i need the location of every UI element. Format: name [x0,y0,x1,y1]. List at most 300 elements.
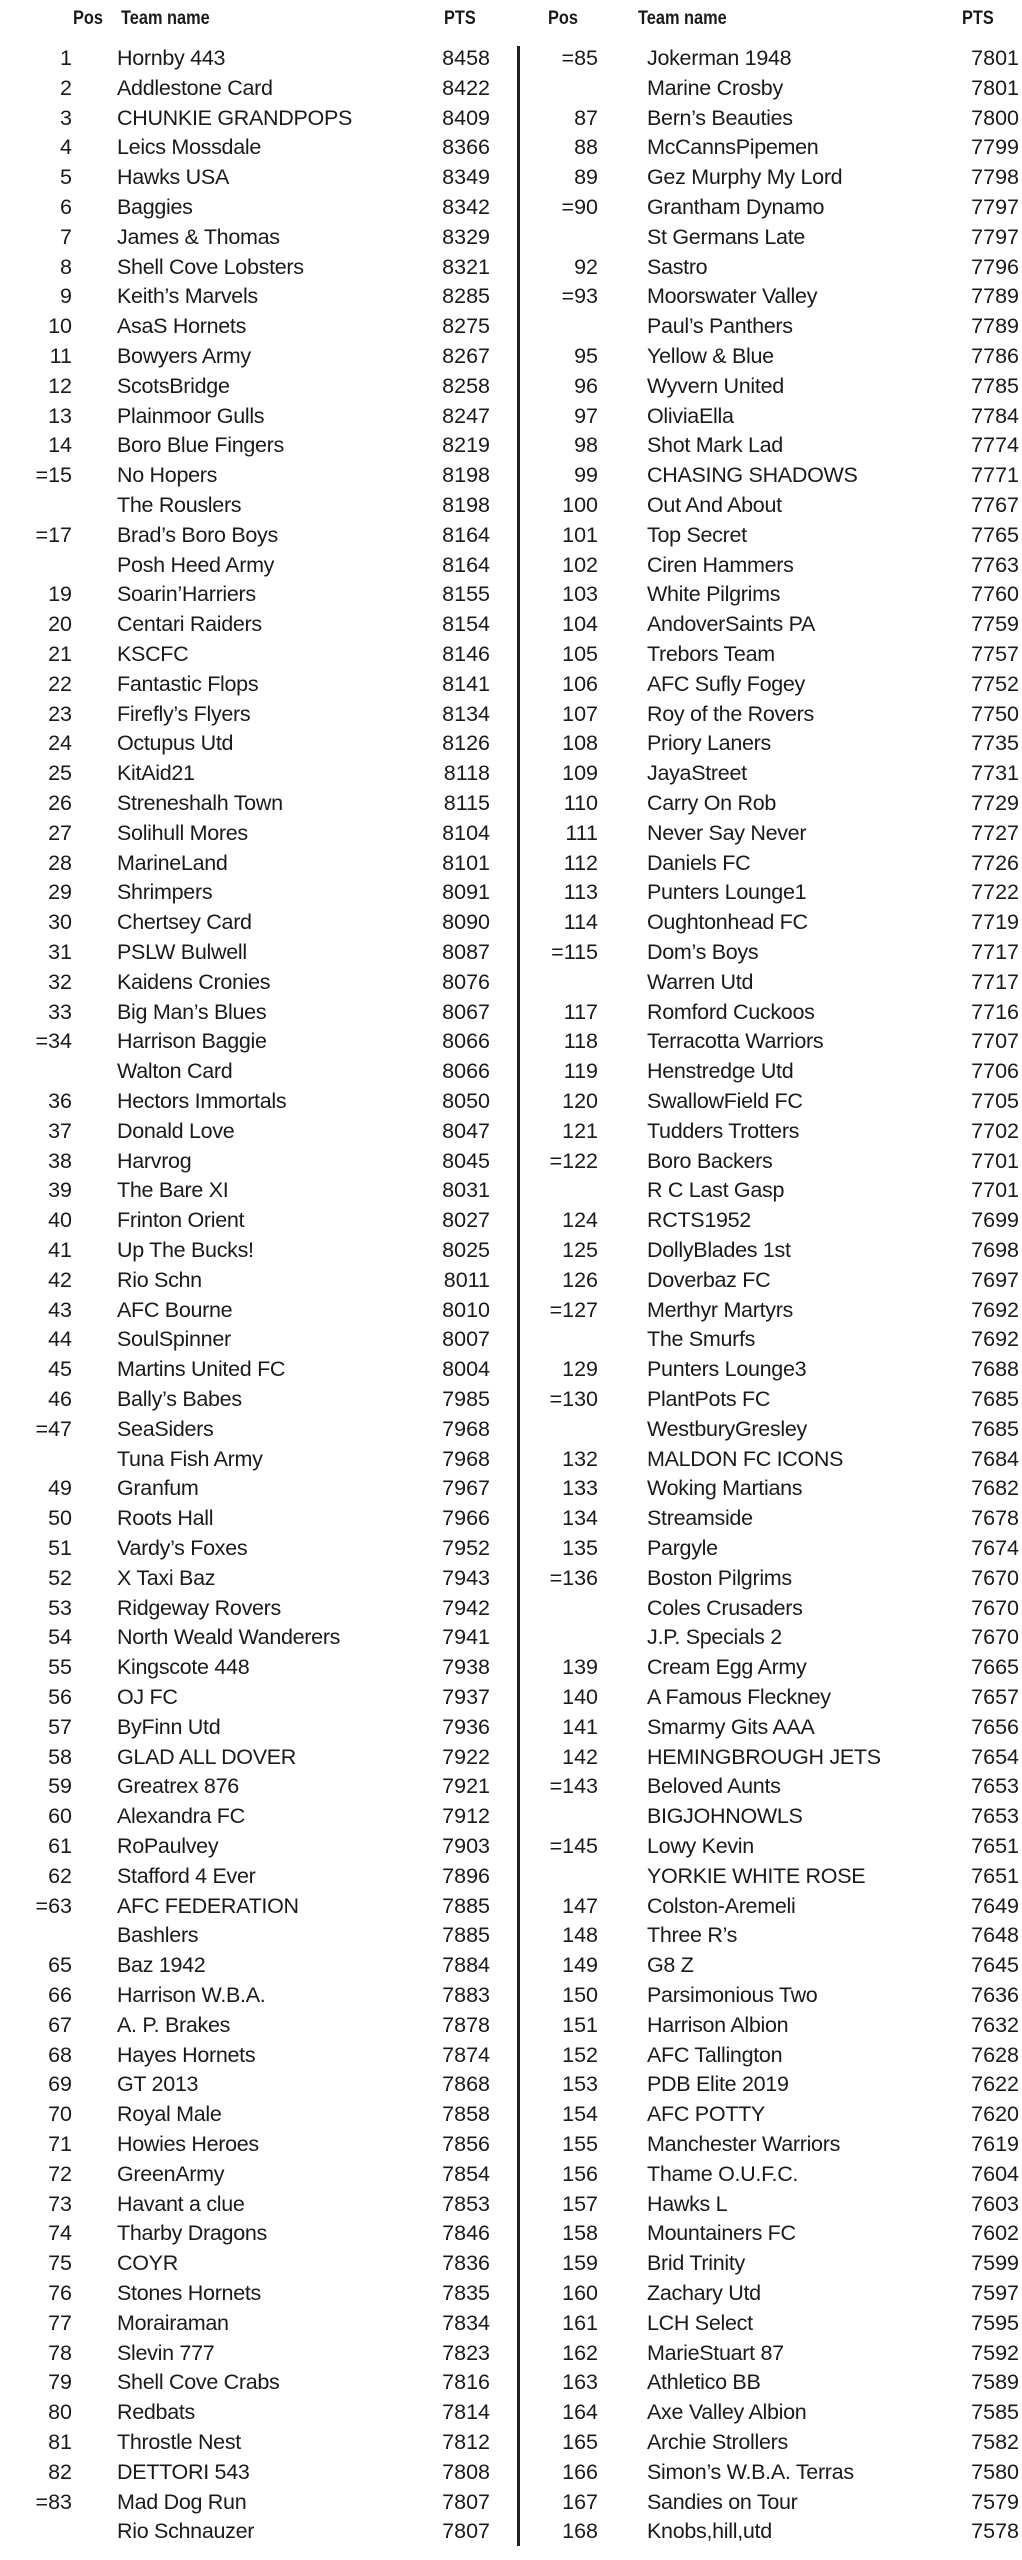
position-cell: 118 [563,1029,598,1054]
position-cell: 13 [48,403,72,428]
table-row [0,1504,500,1534]
team-name-cell: The Rouslers [117,493,242,517]
points-cell: 7941 [442,1625,490,1650]
team-name-cell: Morairaman [117,2310,229,2335]
points-cell: 7854 [442,2161,490,2186]
table-row [0,1385,500,1415]
team-name-cell: Gez Murphy My Lord [647,165,843,190]
team-name-cell: Manchester Warriors [647,2132,841,2156]
position-cell: 113 [563,880,598,905]
points-cell: 7722 [971,880,1019,905]
position-cell: 129 [562,1357,598,1382]
team-name-cell: ScotsBridge [117,373,230,398]
table-row [0,2100,500,2130]
points-cell: 7835 [442,2281,490,2305]
table-row [522,1504,1022,1534]
team-name-cell: Tuna Fish Army [117,1446,263,1471]
points-cell: 7884 [442,1953,490,1978]
position-cell: 7 [60,224,72,249]
table-row [0,1087,500,1117]
points-cell: 8091 [442,880,490,905]
table-row [0,2070,500,2100]
table-row [0,2011,500,2041]
points-cell: 7789 [971,314,1019,339]
points-cell: 7697 [971,1267,1019,1292]
position-cell: =34 [35,1029,72,1054]
team-name-cell: PSLW Bulwell [117,940,247,964]
team-name-cell: MarineLand [117,850,228,875]
points-cell: 7750 [971,701,1019,726]
table-row [522,1862,1022,1892]
position-cell: 103 [562,582,598,607]
team-name-cell: McCannsPipemen [647,135,819,160]
table-row [0,1534,500,1564]
position-cell: 100 [562,493,598,517]
points-cell: 7645 [971,1953,1019,1978]
table-row [522,1564,1022,1594]
position-cell: =63 [35,1893,72,1918]
position-cell: 5 [60,165,72,190]
table-row [0,1713,500,1743]
position-cell: 8 [60,254,72,279]
team-name-cell: Moorswater Valley [647,284,818,309]
table-row [0,551,500,581]
table-row [522,2517,1022,2547]
team-name-cell: X Taxi Baz [117,1565,216,1590]
header-pos: Pos [73,8,103,29]
points-cell: 7912 [442,1804,490,1829]
team-name-cell: Harrison Baggie [117,1029,267,1054]
table-row [0,849,500,879]
points-cell: 7836 [442,2251,490,2276]
team-name-cell: CHASING SHADOWS [647,463,858,488]
points-cell: 7688 [971,1357,1019,1382]
points-cell: 7903 [442,1834,490,1858]
team-name-cell: Axe Valley Albion [647,2400,807,2425]
position-cell: 33 [48,999,72,1024]
points-cell: 8275 [442,314,490,339]
team-name-cell: Boston Pilgrims [647,1565,792,1590]
points-cell: 7592 [971,2340,1019,2365]
position-cell: 165 [562,2430,598,2454]
team-name-cell: OJ FC [117,1685,178,1709]
position-cell: 30 [48,910,72,935]
position-cell: 4 [60,135,72,160]
table-row [0,163,500,193]
position-cell: =93 [561,284,598,309]
table-row [522,1474,1022,1504]
team-name-cell: Henstredge Utd [647,1059,794,1084]
table-row [522,104,1022,134]
team-name-cell: Octupus Utd [117,731,234,756]
position-cell: 69 [48,2072,72,2097]
points-cell: 8090 [442,910,490,935]
team-name-cell: CHUNKIE GRANDPOPS [117,105,353,130]
team-name-cell: Paul’s Panthers [647,314,793,339]
position-cell: 52 [48,1565,72,1590]
table-row [522,44,1022,74]
points-cell: 7674 [971,1536,1019,1560]
points-cell: 7657 [971,1685,1019,1709]
points-cell: 7628 [971,2042,1019,2067]
position-cell: 19 [48,582,72,607]
team-name-cell: PDB Elite 2019 [647,2072,789,2097]
position-cell: 140 [562,1685,598,1709]
team-name-cell: GLAD ALL DOVER [117,1744,297,1769]
table-row [0,670,500,700]
points-cell: 7698 [971,1238,1019,1262]
points-cell: 7701 [971,1148,1019,1173]
team-name-cell: AndoverSaints PA [647,612,816,637]
points-cell: 7599 [971,2251,1019,2276]
position-cell: 11 [49,344,72,368]
points-cell: 7878 [442,2012,490,2037]
points-cell: 7943 [442,1565,490,1590]
points-cell: 8285 [442,284,490,309]
table-row [522,670,1022,700]
position-cell: 65 [48,1953,72,1978]
team-name-cell: Merthyr Martyrs [647,1297,794,1322]
points-cell: 7785 [971,373,1019,398]
points-cell: 8198 [442,493,490,517]
team-name-cell: Baggies [117,195,193,219]
team-name-cell: Ciren Hammers [647,552,794,577]
table-row [0,1892,500,1922]
team-name-cell: Streamside [647,1506,753,1531]
position-cell: 49 [48,1476,72,1501]
team-name-cell: Mad Dog Run [117,2489,247,2514]
table-row [522,1206,1022,1236]
team-name-cell: Top Secret [647,522,747,547]
table-row [0,2398,500,2428]
points-cell: 7622 [971,2072,1019,2097]
points-cell: 8366 [442,135,490,160]
points-cell: 8146 [442,642,490,666]
position-cell: 139 [562,1655,598,1680]
position-cell: 72 [48,2161,72,2186]
position-cell: 81 [48,2430,72,2454]
team-name-cell: A. P. Brakes [117,2012,231,2037]
position-cell: =145 [549,1834,598,1858]
team-name-cell: Bashlers [117,1923,199,1948]
position-cell: 76 [48,2281,72,2305]
team-name-cell: Three R’s [647,1923,738,1948]
table-row [522,1743,1022,1773]
points-cell: 8154 [442,612,490,637]
points-cell: 7816 [442,2370,490,2395]
points-cell: 7595 [971,2310,1019,2335]
team-name-cell: YORKIE WHITE ROSE [647,1863,866,1888]
table-row [0,2309,500,2339]
points-cell: 7784 [971,403,1019,428]
position-cell: 133 [562,1476,598,1501]
points-cell: 8050 [442,1089,490,1113]
team-name-cell: Oughtonhead FC [647,910,808,935]
points-cell: 7717 [971,940,1019,964]
table-row [522,1981,1022,2011]
points-cell: 8027 [442,1208,490,1233]
points-cell: 7620 [971,2102,1019,2127]
team-name-cell: Leics Mossdale [117,135,261,160]
team-name-cell: Harrison W.B.A. [117,1983,266,2007]
table-row [0,1057,500,1087]
position-cell: 99 [574,463,598,488]
position-cell: 112 [563,850,598,875]
team-name-cell: Shell Cove Crabs [117,2370,280,2395]
points-cell: 8067 [442,999,490,1024]
table-row [0,789,500,819]
table-row [0,759,500,789]
position-cell: 77 [48,2310,72,2335]
table-row [522,2339,1022,2369]
table-row [0,282,500,312]
table-row [522,2011,1022,2041]
points-cell: 7685 [971,1387,1019,1411]
table-row [0,372,500,402]
points-cell: 7654 [971,1744,1019,1769]
position-cell: 160 [562,2281,598,2305]
position-cell: 12 [48,373,72,398]
points-cell: 7774 [971,433,1019,458]
table-row [0,1474,500,1504]
team-name-cell: Coles Crusaders [647,1595,803,1620]
team-name-cell: KSCFC [117,642,189,666]
team-name-cell: Bally’s Babes [117,1387,242,1411]
table-row [0,1743,500,1773]
position-cell: 153 [562,2072,598,2097]
team-name-cell: Martins United FC [117,1357,286,1382]
team-name-cell: Hawks L [647,2191,728,2216]
team-name-cell: RCTS1952 [647,1208,751,1233]
position-cell: 62 [48,1863,72,1888]
table-row [0,2339,500,2369]
points-cell: 7760 [971,582,1019,607]
table-row [0,461,500,491]
points-cell: 7707 [971,1029,1019,1054]
points-cell: 7858 [442,2102,490,2127]
table-row [522,431,1022,461]
team-name-cell: Carry On Rob [647,791,777,815]
table-row [522,1117,1022,1147]
position-cell: 105 [562,642,598,666]
points-cell: 8076 [442,969,490,994]
points-cell: 8007 [442,1327,490,1352]
team-name-cell: Hayes Hornets [117,2042,256,2067]
table-row [522,2398,1022,2428]
table-row [522,342,1022,372]
table-row [0,1862,500,1892]
position-cell: 2 [60,75,72,100]
points-cell: 8321 [442,254,490,279]
points-cell: 7763 [971,552,1019,577]
position-cell: 150 [562,1983,598,2007]
position-cell: 147 [562,1893,598,1918]
points-cell: 8066 [442,1059,490,1084]
position-cell: 141 [562,1714,598,1739]
team-name-cell: COYR [117,2251,178,2276]
team-name-cell: Boro Backers [647,1148,773,1173]
points-cell: 7853 [442,2191,490,2216]
team-name-cell: Harrison Albion [647,2012,789,2037]
position-cell: 134 [562,1506,598,1531]
position-cell: =143 [549,1774,598,1799]
team-name-cell: The Bare XI [117,1178,229,1203]
points-cell: 7885 [442,1893,490,1918]
team-name-cell: Stones Hornets [117,2281,261,2305]
team-name-cell: GT 2013 [117,2072,199,2097]
team-name-cell: Howies Heroes [117,2132,259,2156]
table-row [522,133,1022,163]
column-divider [517,46,520,2546]
team-name-cell: Marine Crosby [647,75,783,100]
table-row [522,1772,1022,1802]
position-cell: 152 [562,2042,598,2067]
position-cell: 95 [574,344,598,368]
team-name-cell: Wyvern United [647,373,784,398]
table-row [0,1266,500,1296]
position-cell: 68 [48,2042,72,2067]
team-name-cell: Ridgeway Rovers [117,1595,281,1620]
position-cell: 125 [562,1238,598,1262]
team-name-cell: MALDON FC ICONS [647,1446,844,1471]
table-row [522,2130,1022,2160]
position-cell: 38 [48,1148,72,1173]
team-name-cell: Rio Schnauzer [117,2519,255,2544]
team-name-cell: White Pilgrims [647,582,781,607]
table-row [0,2488,500,2518]
team-name-cell: PlantPots FC [647,1387,771,1411]
points-cell: 7589 [971,2370,1019,2395]
position-cell: 148 [562,1923,598,1948]
table-row [0,1832,500,1862]
table-row [0,998,500,1028]
team-name-cell: Priory Laners [647,731,771,756]
position-cell: 119 [563,1059,598,1084]
position-cell: 126 [562,1267,598,1292]
team-name-cell: Posh Heed Army [117,552,275,577]
points-cell: 7968 [442,1416,490,1441]
team-name-cell: OliviaElla [647,403,734,428]
points-cell: 7649 [971,1893,1019,1918]
position-cell: 58 [48,1744,72,1769]
position-cell: =127 [549,1297,598,1322]
table-row [522,2070,1022,2100]
points-cell: 7885 [442,1923,490,1948]
position-cell: 142 [562,1744,598,1769]
table-row [522,74,1022,104]
points-cell: 7699 [971,1208,1019,1233]
position-cell: 60 [48,1804,72,1829]
team-name-cell: Soarin’Harriers [117,582,256,607]
position-cell: =47 [35,1416,72,1441]
team-name-cell: Big Man’s Blues [117,999,267,1024]
points-cell: 7812 [442,2430,490,2454]
team-name-cell: Roots Hall [117,1506,214,1531]
team-name-cell: Tharby Dragons [117,2221,267,2246]
points-cell: 7798 [971,165,1019,190]
table-row [522,640,1022,670]
points-cell: 8025 [442,1238,490,1262]
team-name-cell: Greatrex 876 [117,1774,239,1799]
table-row [522,223,1022,253]
team-name-cell: Streneshalh Town [117,791,283,815]
position-cell: 121 [562,1118,598,1143]
table-row [522,2219,1022,2249]
table-row [522,253,1022,283]
points-cell: 8101 [442,850,490,875]
table-row [522,1266,1022,1296]
position-cell: 151 [562,2012,598,2037]
points-cell: 7799 [971,135,1019,160]
team-name-cell: J.P. Specials 2 [647,1625,782,1650]
table-row [522,2100,1022,2130]
team-name-cell: Warren Utd [647,969,754,994]
table-row [522,1445,1022,1475]
team-name-cell: North Weald Wanderers [117,1625,341,1650]
table-row [522,819,1022,849]
team-name-cell: R C Last Gasp [647,1178,785,1203]
position-cell: 21 [48,642,72,666]
position-cell: 67 [48,2012,72,2037]
position-cell: 158 [562,2221,598,2246]
table-row [0,2428,500,2458]
table-row [0,74,500,104]
team-name-cell: AFC POTTY [647,2102,765,2127]
table-row [0,104,500,134]
table-row [522,908,1022,938]
team-name-cell: Alexandra FC [117,1804,245,1829]
team-name-cell: Trebors Team [647,642,775,666]
points-cell: 7765 [971,522,1019,547]
team-name-cell: Hectors Immortals [117,1089,287,1113]
position-cell: 79 [48,2370,72,2395]
table-row [522,1832,1022,1862]
position-cell: =136 [549,1565,598,1590]
points-cell: 8066 [442,1029,490,1054]
team-name-cell: Shell Cove Lobsters [117,254,304,279]
table-row [522,1057,1022,1087]
points-cell: 7868 [442,2072,490,2097]
team-name-cell: Smarmy Gits AAA [647,1714,815,1739]
points-cell: 7578 [971,2519,1019,2544]
position-cell: 45 [48,1357,72,1382]
position-cell: 57 [48,1714,72,1739]
position-cell: 109 [562,761,598,786]
table-row [0,2517,500,2547]
points-cell: 8115 [443,791,490,815]
team-name-cell: KitAid21 [117,761,195,786]
points-cell: 8004 [442,1357,490,1382]
table-row [522,461,1022,491]
points-cell: 8126 [442,731,490,756]
table-row [522,2190,1022,2220]
table-row [522,163,1022,193]
position-cell: 66 [48,1983,72,2007]
table-row [0,1564,500,1594]
table-row [522,1683,1022,1713]
position-cell: 162 [562,2340,598,2365]
team-name-cell: Mountainers FC [647,2221,796,2246]
table-row [522,402,1022,432]
table-row [0,1176,500,1206]
table-row [0,2279,500,2309]
points-cell: 7801 [971,75,1019,100]
points-cell: 7814 [442,2400,490,2425]
table-row [0,700,500,730]
position-cell: 82 [48,2459,72,2484]
team-name-cell: Dom’s Boys [647,940,759,964]
team-name-cell: Boro Blue Fingers [117,433,284,458]
